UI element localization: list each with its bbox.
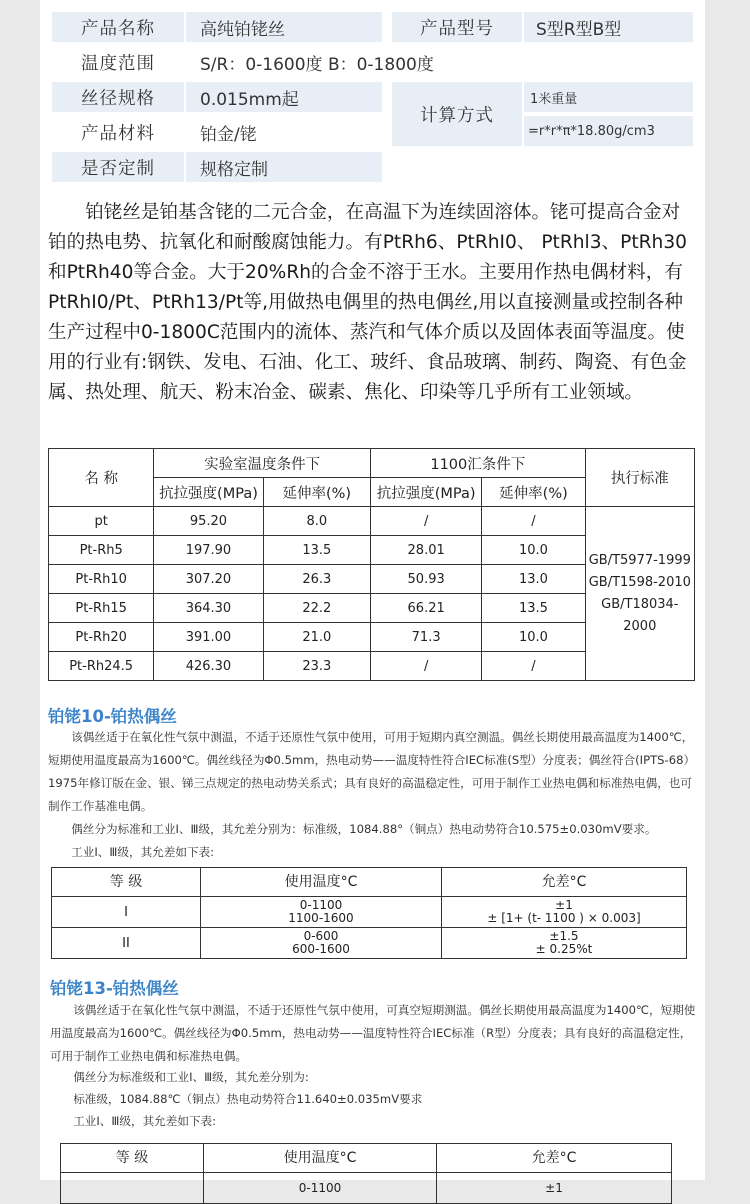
calc-value-2: =r*r*π*18.80g/cm3	[524, 116, 693, 146]
model-label: 产品型号	[392, 12, 522, 42]
cell-name: Pt-Rh20	[49, 623, 154, 652]
pt13-standard-grade: 标准级，1084.88℃（铜点）热电动势符合11.640±0.035mV要求	[73, 1092, 423, 1106]
calc-value-1: 1米重量	[524, 82, 693, 112]
custom-value: 规格定制	[186, 152, 382, 182]
cell-value: 13.5	[482, 594, 585, 623]
pt10-description: 该偶丝适于在氧化性气氛中测温，不适于还原性气氛中使用，可用于短期内真空测温。偶丝长期使用最高温度为1400℃，短期使用温度最高为1600℃。偶丝线径为Φ0.5mm，热电动势——温度特性符合IEC标准(S型）分度表；偶丝符合(IPTS-68）1975年修订版在金、银、锑三点规定的热电动势关系式；具有良好的高温稳定性，可用于制作工业热电偶和标准热电偶，也可制作工作基准电偶。	[48, 730, 696, 813]
header-grade: 等 级	[61, 1144, 204, 1173]
tolerance-value: ±1.5	[549, 929, 579, 943]
header-temp: 使用温度°C	[201, 868, 442, 897]
pt10-tolerance-table	[51, 867, 687, 959]
calc-label: 计算方式	[392, 82, 522, 146]
table-row	[49, 507, 695, 536]
tolerance-value: ±1	[555, 898, 573, 912]
intro-paragraph: 铂铑丝是铂基含铑的二元合金，在高温下为连续固溶体。铑可提高合金对铂的热电势、抗氧化和耐酸腐蚀能力。有PtRh6、PtRhI0、 PtRhl3、PtRh30和PtRh40等合金。大于20%Rh的合金不溶于王水。主要用作热电偶材料，有PtRhI0/Pt、PtRh13/Pt等,用做热电偶里的热电偶丝,用以直接测量或控制各种生产过程中0-1800C范围内的流体、蒸汽和气体介质以及固体表面等温度。使用的行业有:钢铁、发电、石油、化工、玻纤、食品玻璃、制药、陶瓷、有色金属、热处理、航天、粉末冶金、碳素、焦化、印染等几乎所有工业领域。	[48, 202, 688, 403]
table-row	[52, 897, 687, 928]
header-tensile-lab: 抗拉强度(MPa)	[154, 478, 263, 507]
header-tensile-hot: 抗拉强度(MPa)	[370, 478, 481, 507]
cell-name: Pt-Rh5	[49, 536, 154, 565]
section-title-pt13: 铂铑13-铂热偶丝	[50, 979, 179, 998]
standards-cell	[585, 507, 694, 681]
table-row	[52, 928, 687, 959]
temp-label: 温度范围	[81, 53, 155, 74]
cell-value: 8.0	[263, 507, 370, 536]
custom-label: 是否定制	[52, 152, 184, 182]
header-name: 名 称	[49, 449, 154, 507]
standard-1: GB/T5977-1999	[588, 552, 691, 568]
cell-value: 95.20	[154, 507, 263, 536]
cell-value: 26.3	[263, 565, 370, 594]
temp-range: 0-1100	[299, 898, 343, 912]
cell-name: pt	[49, 507, 154, 536]
cell-value: 13.5	[263, 536, 370, 565]
header-tolerance: 允差°C	[437, 1144, 672, 1173]
cell-grade	[61, 1173, 204, 1204]
tolerance-value: ± [1+ (t- 1100 ) × 0.003]	[487, 911, 641, 925]
header-grade: 等 级	[52, 868, 201, 897]
properties-table	[48, 448, 695, 681]
pt13-tolerance-table	[60, 1143, 672, 1204]
pt10-table-intro: 工业Ⅰ、Ⅲ级，其允差如下表:	[71, 845, 215, 859]
cell-temp	[201, 897, 442, 928]
cell-temp	[204, 1173, 437, 1204]
header-elong-hot: 延伸率(%)	[482, 478, 585, 507]
cell-name: Pt-Rh10	[49, 565, 154, 594]
name-value: 高纯铂铑丝	[186, 12, 382, 42]
model-value: S型R型B型	[524, 12, 693, 42]
cell-value: 21.0	[263, 623, 370, 652]
diameter-value: 0.015mm起	[186, 82, 382, 112]
standard-3: GB/T18034-2000	[601, 596, 679, 634]
cell-temp	[201, 928, 442, 959]
tolerance-value: ± 0.25%t	[535, 942, 593, 956]
cell-value: /	[370, 652, 481, 681]
cell-name: Pt-Rh15	[49, 594, 154, 623]
temp-value: S/R：0-1600度 B：0-1800度	[200, 54, 434, 75]
cell-grade: I	[52, 897, 201, 928]
cell-value: 426.30	[154, 652, 263, 681]
header-tolerance: 允差°C	[442, 868, 687, 897]
pt13-table-intro: 工业Ⅰ、Ⅲ级，其允差如下表:	[73, 1114, 217, 1128]
pt13-description: 该偶丝适于在氧化性气氛中测温，不适于还原性气氛中使用，可真空短期测温。偶丝长期使用最高温度为1400℃，短期使用温度最高为1600℃。偶丝线径为Φ0.5mm，热电动势——温度特性符合IEC标准（R型）分度表；具有良好的高温稳定性，可用于制作工业热电偶和标准热电偶。	[50, 1003, 696, 1063]
product-page	[40, 0, 705, 1195]
pt10-tolerance-note: 偶丝分为标准和工业Ⅰ、Ⅲ级，其允差分别为：标准级，1084.88°（铜点）热电动势符合10.575±0.030mV要求。	[71, 822, 657, 836]
diameter-label: 丝径规格	[52, 82, 184, 112]
cell-value: 13.0	[482, 565, 585, 594]
standard-2: GB/T1598-2010	[588, 574, 691, 590]
header-lab: 实验室温度条件下	[154, 449, 371, 478]
temp-range: 0-1100	[298, 1180, 342, 1195]
header-hot: 1100汇条件下	[370, 449, 585, 478]
section-title-pt10: 铂铑10-铂热偶丝	[48, 707, 177, 726]
cell-value: 23.3	[263, 652, 370, 681]
cell-value: 66.21	[370, 594, 481, 623]
name-label: 产品名称	[52, 12, 184, 42]
cell-value: /	[482, 652, 585, 681]
header-elong-lab: 延伸率(%)	[263, 478, 370, 507]
cell-grade: II	[52, 928, 201, 959]
cell-tolerance	[442, 928, 687, 959]
cell-value: /	[370, 507, 481, 536]
material-value: 铂金/铑	[200, 124, 257, 145]
cell-value: 364.30	[154, 594, 263, 623]
header-standard: 执行标准	[585, 449, 694, 507]
pt13-tolerance-note: 偶丝分为标准级和工业Ⅰ、Ⅲ级，其允差分别为:	[73, 1070, 309, 1084]
cell-value: 197.90	[154, 536, 263, 565]
temp-range: 0-600	[303, 929, 339, 943]
spec-table	[40, 0, 705, 190]
tolerance-value: ±1	[545, 1180, 563, 1195]
table-row	[61, 1173, 672, 1204]
material-label: 产品材料	[81, 123, 155, 144]
cell-value: 10.0	[482, 536, 585, 565]
temp-range: 1100-1600	[288, 911, 354, 925]
cell-name: Pt-Rh24.5	[49, 652, 154, 681]
cell-value: /	[482, 507, 585, 536]
header-temp: 使用温度°C	[204, 1144, 437, 1173]
cell-tolerance	[442, 897, 687, 928]
cell-tolerance	[437, 1173, 672, 1204]
temp-range: 600-1600	[292, 942, 350, 956]
cell-value: 71.3	[370, 623, 481, 652]
cell-value: 22.2	[263, 594, 370, 623]
cell-value: 391.00	[154, 623, 263, 652]
cell-value: 50.93	[370, 565, 481, 594]
cell-value: 10.0	[482, 623, 585, 652]
cell-value: 28.01	[370, 536, 481, 565]
cell-value: 307.20	[154, 565, 263, 594]
